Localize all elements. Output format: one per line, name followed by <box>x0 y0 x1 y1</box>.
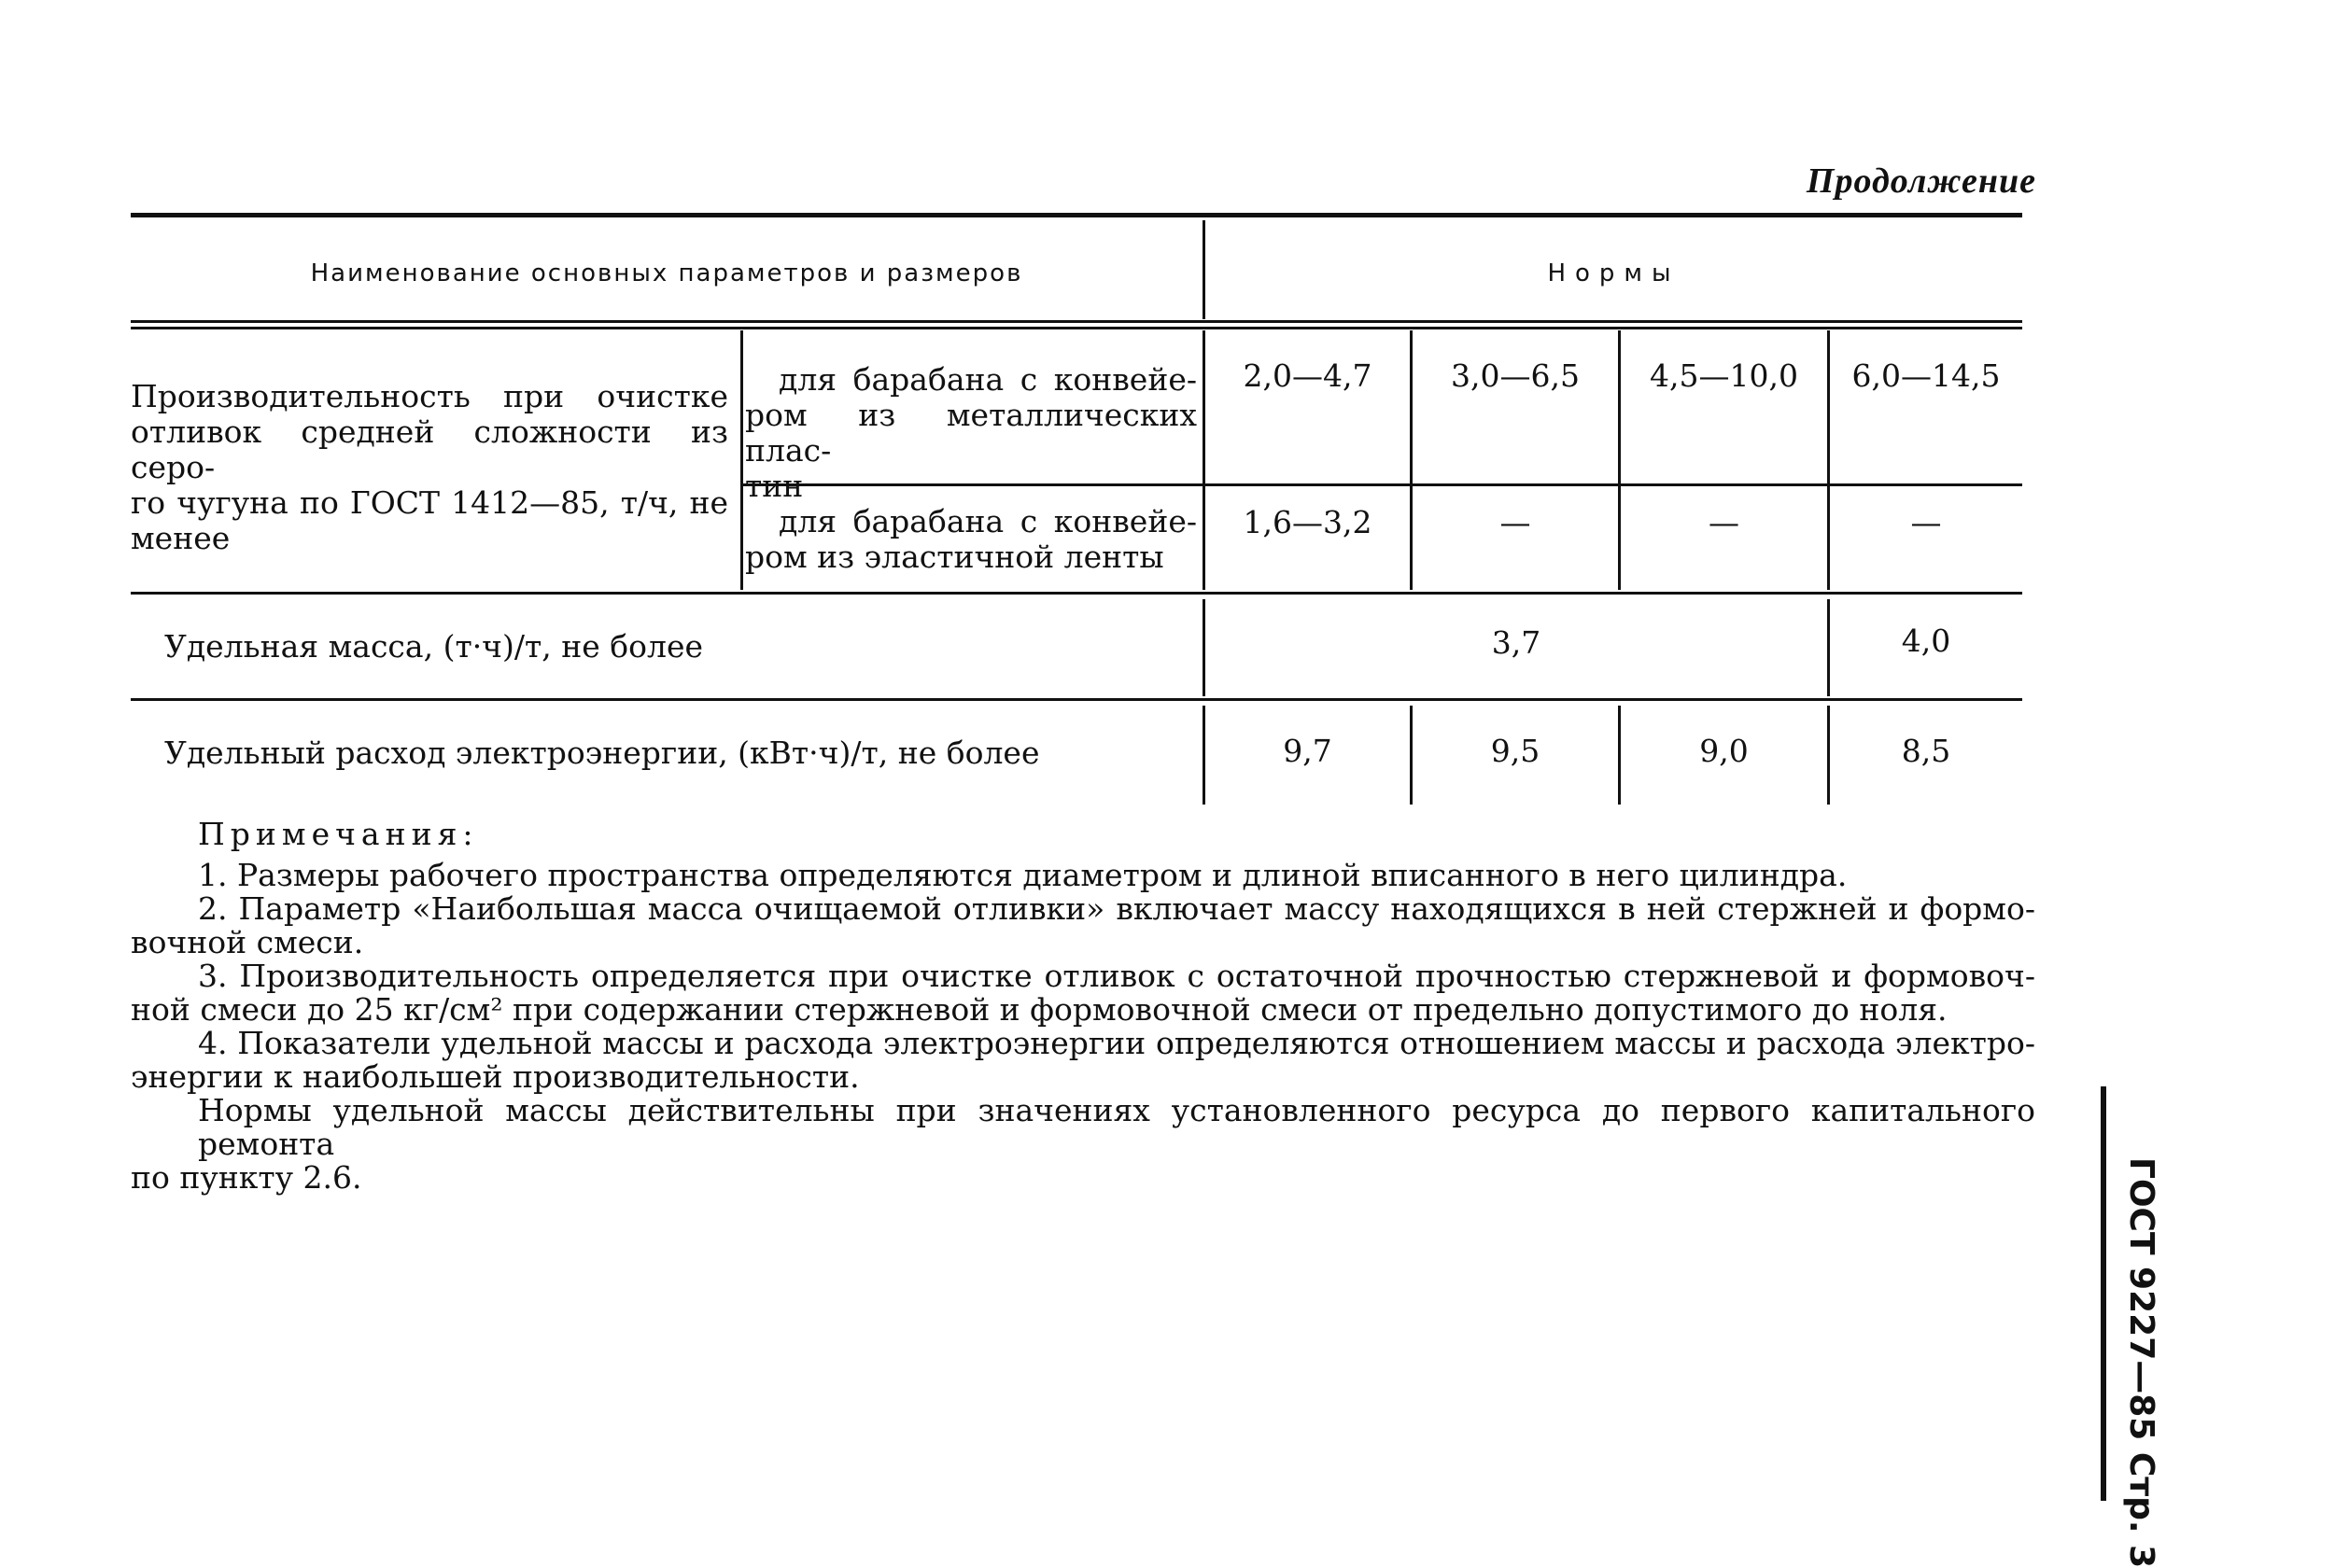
notes-block <box>131 818 2035 1195</box>
side-page-label: ГОСТ 9227—85 Стр. 3 <box>2122 1157 2160 1568</box>
sub-metal-label <box>745 362 1197 504</box>
header-param-col: Наименование основных параметров и размеров <box>310 259 1023 287</box>
sub-elastic-line: ром из эластичной ленты <box>745 539 1164 575</box>
note-line: энергии к наибольшей производительности. <box>131 1058 860 1095</box>
productivity-label-line: го чугуна по ГОСТ 1412—85, т/ч, не <box>131 484 728 521</box>
energy-value-2: 9,5 <box>1490 733 1540 769</box>
sub-col-divider <box>740 330 743 590</box>
header-rule-2 <box>131 327 2022 329</box>
note-line: 4. Показатели удельной массы и расхода электроэнергии определяются отношением массы и расхода электро- <box>198 1025 2035 1061</box>
row-rule-1 <box>131 592 2022 595</box>
sub-elastic-line: для барабана с конвейе- <box>779 503 1197 539</box>
note-line: Нормы удельной массы действительны при значениях установленного ресурса до первого капитального ремонта <box>198 1092 2035 1162</box>
note-line: по пункту 2.6. <box>131 1159 362 1196</box>
notes-title: Примечания: <box>198 816 479 852</box>
metal-value-1: 2,0—4,7 <box>1243 357 1372 394</box>
specific-mass-value-merged: 3,7 <box>1491 624 1541 661</box>
specific-mass-value-last: 4,0 <box>1901 623 1951 659</box>
table-top-rule <box>131 213 2022 217</box>
metal-value-4: 6,0—14,5 <box>1851 357 2001 394</box>
continuation-label: Продолжение <box>1806 161 2036 201</box>
note-line: 2. Параметр «Наибольшая масса очищаемой отливки» включает массу находящихся в ней стержней и формо- <box>198 890 2035 927</box>
energy-value-3: 9,0 <box>1699 733 1749 769</box>
energy-label: Удельный расход электроэнергии, (кВт·ч)/т, не более <box>164 735 1040 771</box>
elastic-value-1: 1,6—3,2 <box>1243 504 1372 540</box>
sub-metal-line: тин <box>745 468 804 504</box>
note-line: ной смеси до 25 кг/см² при содержании стержневой и формовочной смеси от предельно допустимого до ноля. <box>131 991 1948 1028</box>
header-norms-col: Нормы <box>1547 259 1681 287</box>
note-line: вочной смеси. <box>131 924 364 960</box>
row-rule-2 <box>131 698 2022 701</box>
productivity-label-line: менее <box>131 520 231 556</box>
elastic-value-3: — <box>1709 504 1739 540</box>
elastic-value-2: — <box>1499 504 1531 540</box>
side-bar-rule <box>2101 1086 2106 1501</box>
productivity-label-line: отливок средней сложности из серо- <box>131 413 728 485</box>
productivity-label <box>131 379 728 556</box>
metal-value-3: 4,5—10,0 <box>1650 357 1798 394</box>
sub-metal-line: ром из металлических плас- <box>745 397 1197 469</box>
note-line: 1. Размеры рабочего пространства определяются диаметром и длиной вписанного в него цилиндра. <box>198 857 1848 893</box>
productivity-label-line: Производительность при очистке <box>131 378 728 414</box>
specific-mass-label: Удельная масса, (т·ч)/т, не более <box>164 628 704 665</box>
note-line: 3. Производительность определяется при очистке отливок с остаточной прочностью стержневой и формовоч- <box>198 958 2035 994</box>
energy-value-4: 8,5 <box>1901 733 1951 769</box>
energy-value-1: 9,7 <box>1283 733 1332 769</box>
header-rule-1 <box>131 320 2022 323</box>
sub-elastic-label <box>745 504 1197 575</box>
sub-metal-line: для барабана с конвейе- <box>779 361 1197 398</box>
elastic-value-4: — <box>1910 504 1942 540</box>
metal-value-2: 3,0—6,5 <box>1451 357 1580 394</box>
